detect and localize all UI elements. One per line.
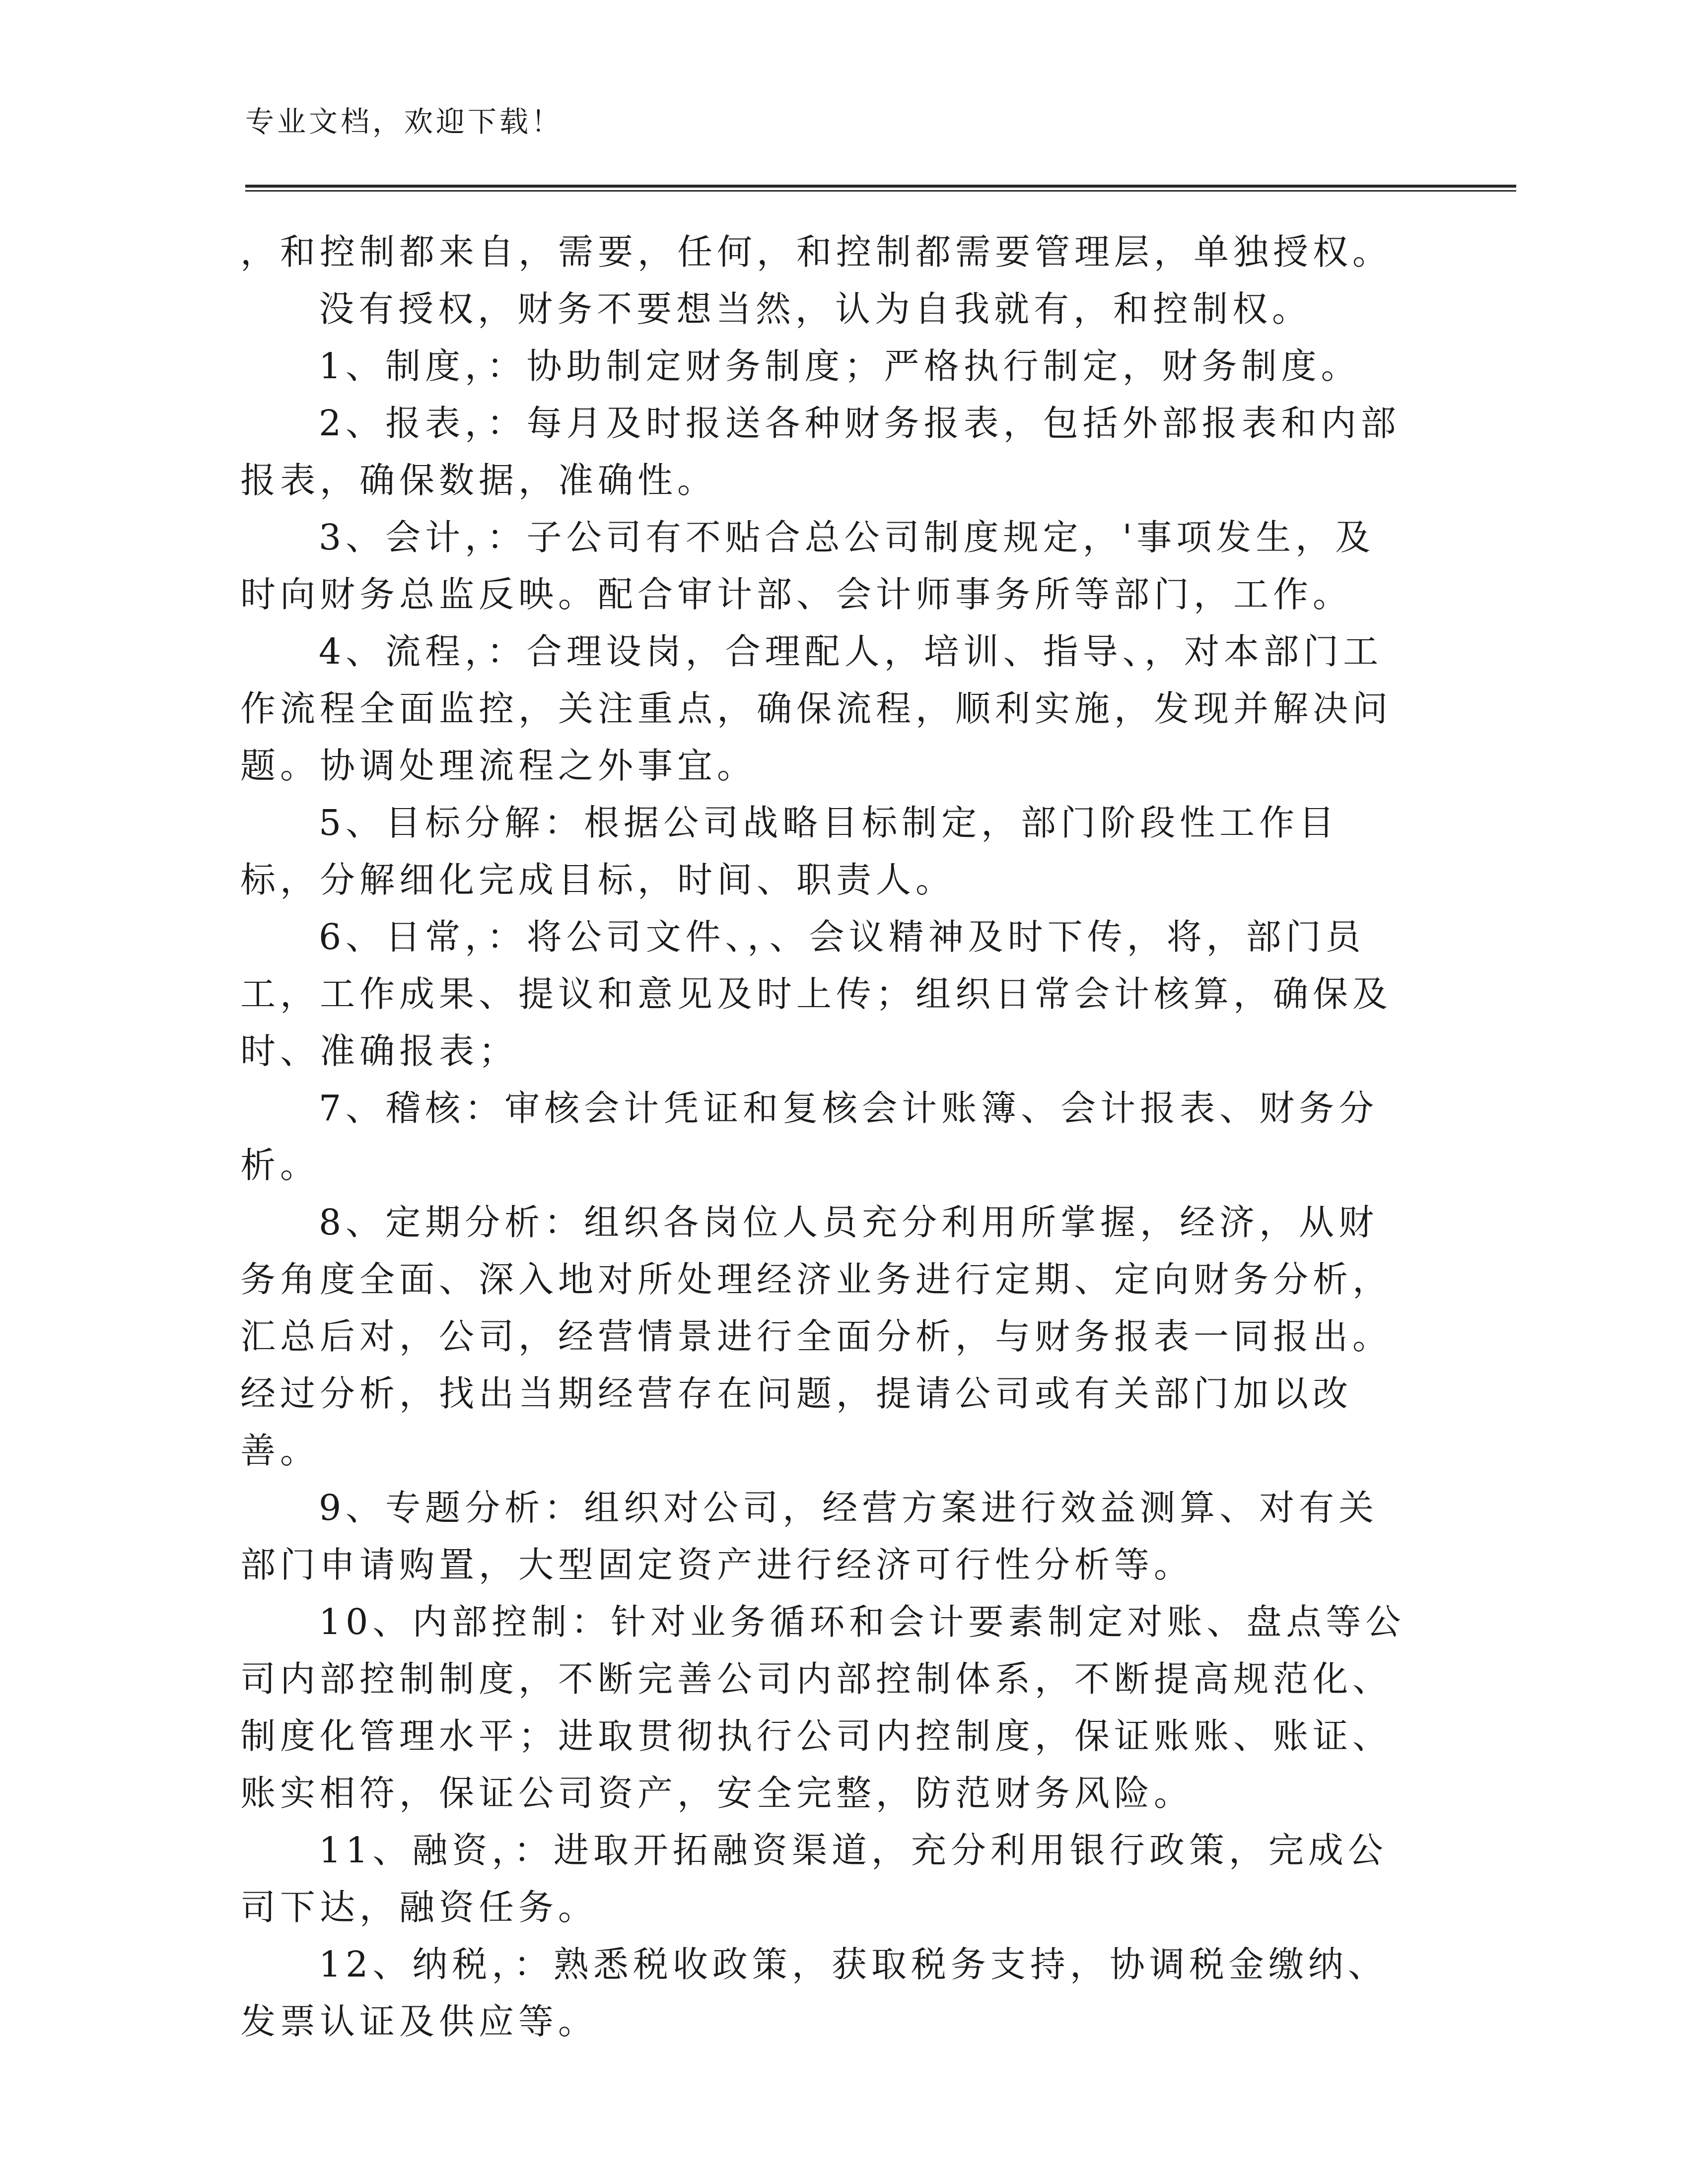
page-header: 专业文档，欢迎下载！ bbox=[245, 105, 563, 138]
paragraph: 没有授权，财务不要想当然，认为自我就有，和控制权。 bbox=[319, 288, 1312, 330]
paragraph-item-6: 6、日常，：将公司文件、，、会议精神及时下传，将，部门员工，工作成果、提议和意见及时上传；组织日常会计核算，确保及时、准确报表； bbox=[240, 916, 1393, 1072]
paragraph-item-2: 2、报表，：每月及时报送各种财务报表，包括外部报表和内部报表，确保数据，准确性。 bbox=[240, 403, 1401, 501]
paragraph: ，和控制都来自，需要，任何，和控制都需要管理层，单独授权。 bbox=[240, 231, 1393, 273]
paragraph-item-9: 9、专题分析：组织对公司，经营方案进行效益测算、对有关部门申请购置，大型固定资产进行经济可行性分析等。 bbox=[240, 1487, 1379, 1585]
paragraph-item-4: 4、流程，：合理设岗，合理配人，培训、指导、，对本部门工作流程全面监控，关注重点，确保流程，顺利实施，发现并解决问题。协调处理流程之外事宜。 bbox=[240, 631, 1393, 786]
paragraph-item-11: 11、融资，：进取开拓融资渠道，充分利用银行政策，完成公司下达，融资任务。 bbox=[240, 1830, 1388, 1928]
paragraph-item-3: 3、会计，：子公司有不贴合总公司制度规定，'事项发生，及时向财务总监反映。配合审计部、会计师事务所等部门，工作。 bbox=[240, 517, 1375, 615]
paragraph-item-12: 12、纳税，：熟悉税收政策，获取税务支持，协调税金缴纳、发票认证及供应等。 bbox=[240, 1944, 1388, 2042]
header-divider-thin-line bbox=[245, 190, 1516, 192]
paragraph-item-5: 5、目标分解：根据公司战略目标制定，部门阶段性工作目标，分解细化完成目标，时间、职责人。 bbox=[240, 802, 1339, 900]
paragraph-item-1: 1、制度，：协助制定财务制度；严格执行制定，财务制度。 bbox=[319, 345, 1361, 387]
paragraph-item-8: 8、定期分析：组织各岗位人员充分利用所掌握，经济，从财务角度全面、深入地对所处理经济业务进行定期、定向财务分析，汇总后对，公司，经营情景进行全面分析，与财务报表一同报出。经过分析，找出当期经营存在问题，提请公司或有关部门加以改善。 bbox=[240, 1202, 1393, 1471]
paragraph-item-10: 10、内部控制：针对业务循环和会计要素制定对账、盘点等公司内部控制制度，不断完善公司内部控制体系，不断提高规范化、制度化管理水平；进取贯彻执行公司内控制度，保证账账、账证、账实相符，保证公司资产，安全完整，防范财务风险。 bbox=[240, 1601, 1406, 1814]
paragraph-item-7: 7、稽核：审核会计凭证和复核会计账簿、会计报表、财务分析。 bbox=[240, 1088, 1379, 1186]
header-divider bbox=[245, 185, 1516, 193]
header-divider-thick-line bbox=[245, 185, 1516, 188]
document-body bbox=[240, 223, 1412, 2050]
